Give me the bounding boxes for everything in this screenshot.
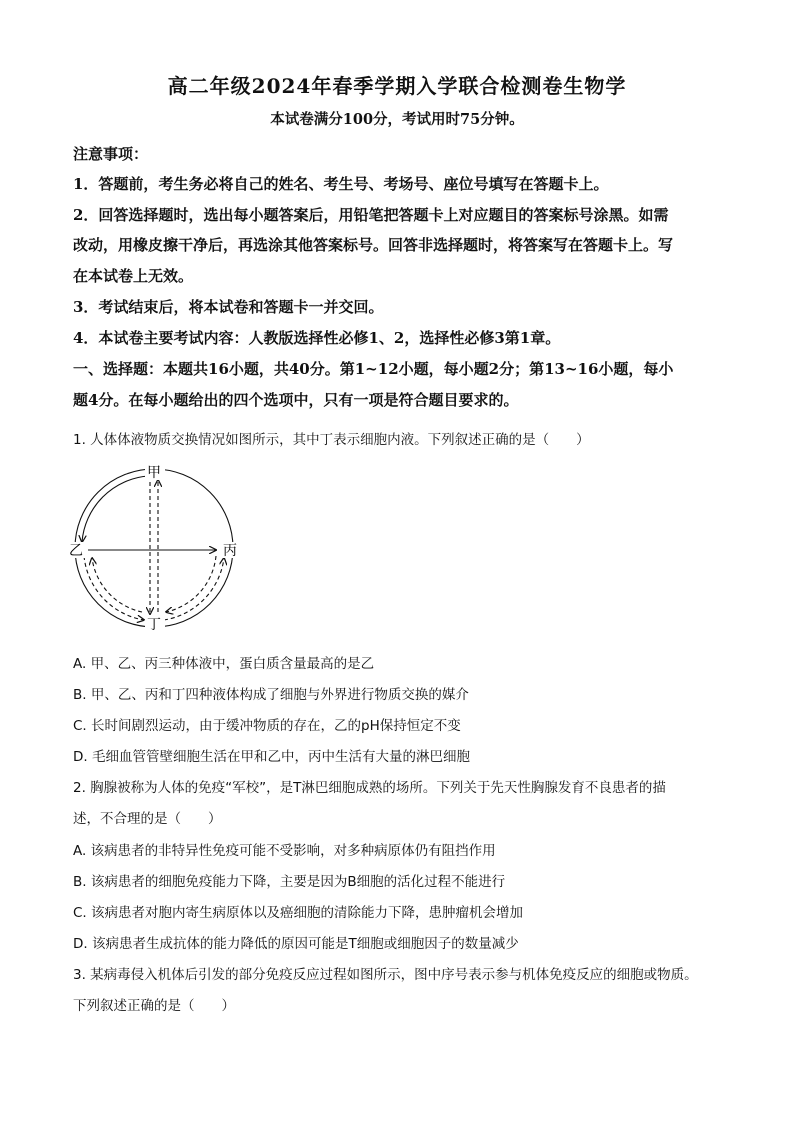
option-a: A. 该病患者的非特异性免疫可能不受影响，对多种病原体仍有阻挡作用 [73, 843, 496, 859]
arrow-bing-to-ding [166, 556, 216, 612]
note-item: 在本试卷上无效。 [73, 267, 194, 285]
note-item: 1．答题前，考生务必将自己的姓名、考生号、考场号、座位号填写在答题卡上。 [73, 175, 609, 193]
note-item: 改动，用橡皮擦干净后，再选涂其他答案标号。回答非选择题时，将答案写在答题卡上。写 [73, 236, 674, 254]
option-c: C. 长时间剧烈运动，由于缓冲物质的存在，乙的pH保持恒定不变 [73, 718, 461, 734]
fluid-exchange-diagram [66, 462, 246, 632]
page-subtitle: 本试卷满分100分，考试用时75分钟。 [270, 111, 524, 128]
question-stem: 2. 胸腺被称为人体的免疫“军校”，是T淋巴细胞成熟的场所。下列关于先天性胸腺发育不良患者的描 [73, 780, 666, 796]
diagram-circle [75, 469, 233, 627]
section-heading: 题4分。在每小题给出的四个选项中，只有一项是符合题目要求的。 [73, 391, 519, 409]
section-heading: 一、选择题：本题共16小题，共40分。第1~12小题，每小题2分；第13~16小题，每小 [73, 360, 674, 378]
note-item: 3．考试结束后，将本试卷和答题卡一并交回。 [73, 298, 384, 316]
page-title: 高二年级2024年春季学期入学联合检测卷生物学 [167, 74, 627, 98]
label-ding: 丁 [147, 617, 161, 632]
note-item: 4．本试卷主要考试内容：人教版选择性必修1、2，选择性必修3第1章。 [73, 329, 561, 347]
note-item: 2．回答选择题时，选出每小题答案后，用铅笔把答题卡上对应题目的答案标号涂黑。如需 [73, 206, 669, 224]
question-stem: 下列叙述正确的是（ ） [73, 998, 235, 1014]
option-c: C. 该病患者对胞内寄生病原体以及癌细胞的清除能力下降，患肿瘤机会增加 [73, 905, 524, 921]
option-d: D. 毛细血管管壁细胞生活在甲和乙中，丙中生活有大量的淋巴细胞 [73, 749, 470, 765]
option-b: B. 甲、乙、丙和丁四种液体构成了细胞与外界进行物质交换的媒介 [73, 687, 469, 703]
label-yi: 乙 [69, 543, 83, 559]
question-stem: 3. 某病毒侵入机体后引发的部分免疫反应过程如图所示，图中序号表示参与机体免疫反应的细胞或物质。 [73, 967, 698, 983]
option-b: B. 该病患者的细胞免疫能力下降，主要是因为B细胞的活化过程不能进行 [73, 874, 506, 890]
option-d: D. 该病患者生成抗体的能力降低的原因可能是T细胞或细胞因子的数量减少 [73, 936, 519, 952]
label-bing: 丙 [223, 543, 237, 559]
notes-heading: 注意事项： [73, 145, 149, 163]
label-jia: 甲 [147, 465, 161, 481]
option-a: A. 甲、乙、丙三种体液中，蛋白质含量最高的是乙 [73, 656, 375, 672]
question-stem: 述，不合理的是（ ） [73, 811, 222, 827]
arrow-ding-to-bing [164, 558, 224, 620]
arrow-ding-to-yi [92, 558, 142, 612]
question-stem: 1. 人体体液物质交换情况如图所示，其中丁表示细胞内液。下列叙述正确的是（ ） [73, 432, 590, 448]
arrow-jia-to-yi [82, 476, 148, 542]
